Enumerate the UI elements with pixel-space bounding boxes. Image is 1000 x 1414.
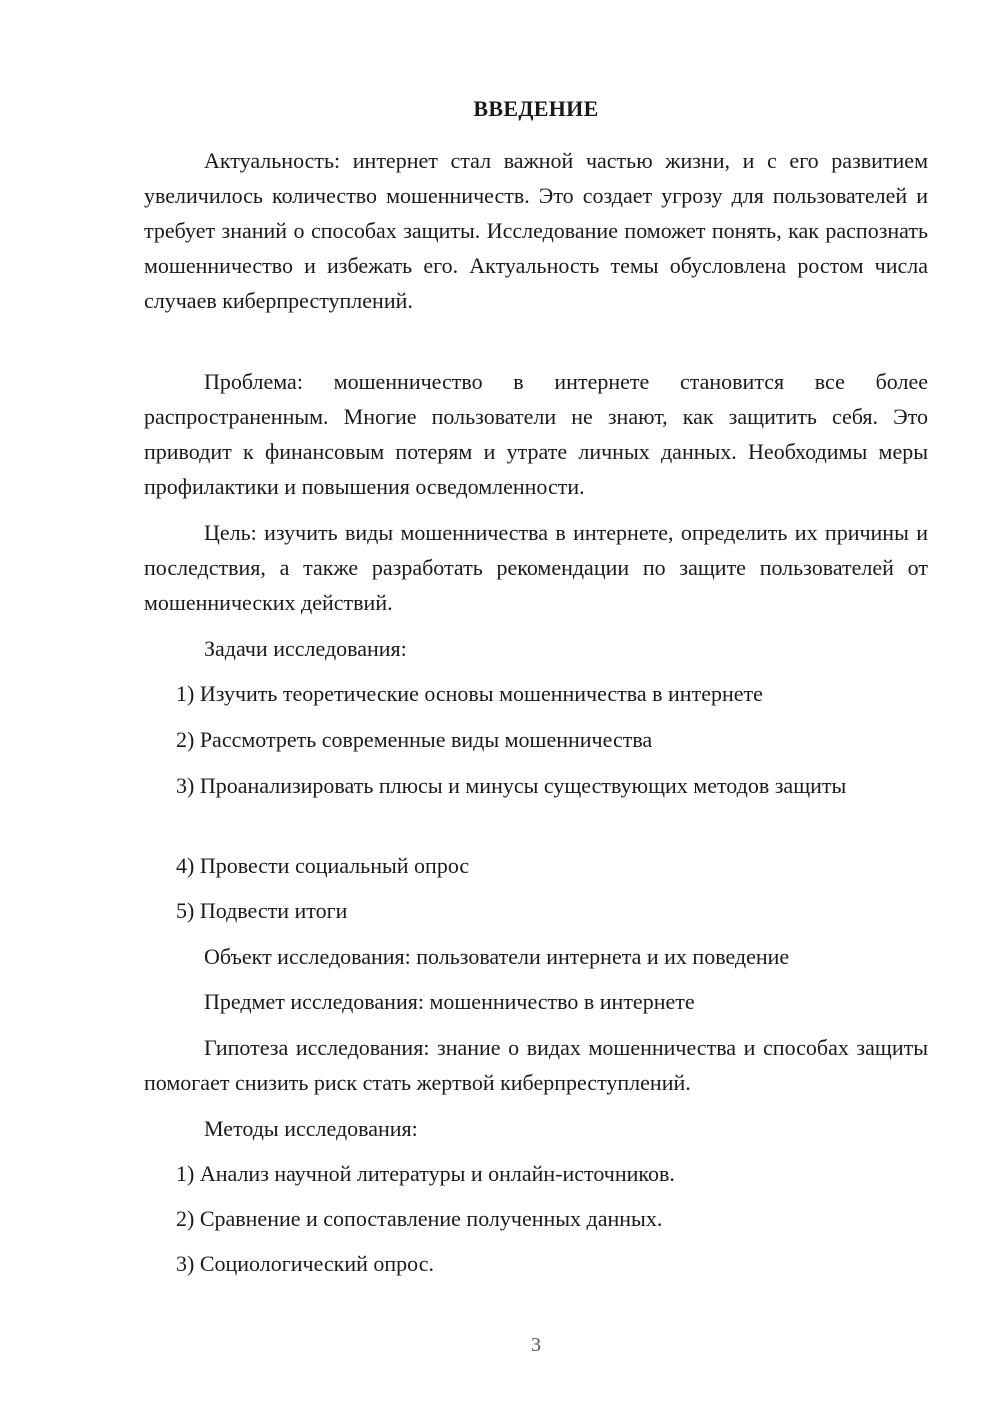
object-paragraph: Объект исследования: пользователи интернета и их поведение: [204, 944, 790, 969]
goal-paragraph: Цель: изучить виды мошенничества в интернете, определить их причины и последствия, а также разработать рекомендации по защите пользователей от мошеннических действий.: [144, 520, 928, 615]
tasks-heading: Задачи исследования:: [204, 636, 407, 661]
page-number: 3: [531, 1334, 541, 1356]
task-item-5: 5) Подвести итоги: [176, 898, 348, 923]
methods-heading: Методы исследования:: [204, 1116, 418, 1141]
method-item-3: 3) Социологический опрос.: [176, 1251, 434, 1276]
hypothesis-paragraph: Гипотеза исследования: знание о видах мошенничества и способах защиты помогает снизить риск стать жертвой киберпреступлений.: [144, 1035, 928, 1095]
page-title: ВВЕДЕНИЕ: [473, 96, 599, 121]
task-item-3: 3) Проанализировать плюсы и минусы существующих методов защиты: [176, 773, 847, 798]
method-item-1: 1) Анализ научной литературы и онлайн-источников.: [176, 1161, 675, 1186]
relevance-paragraph: Актуальность: интернет стал важной частью жизни, и с его развитием увеличилось количество мошенничеств. Это создает угрозу для пользователей и требует знаний о способах защиты. Исследование поможет понять, как распознать мошенничество и избежать его. Актуальность темы обусловлена ростом числа случаев киберпреступлений.: [144, 148, 928, 313]
problem-paragraph: Проблема: мошенничество в интернете становится все более распространенным. Многие пользователи не знают, как защитить себя. Это приводит к финансовым потерям и утрате личных данных. Необходимы меры профилактики и повышения осведомленности.: [144, 369, 928, 499]
subject-paragraph: Предмет исследования: мошенничество в интернете: [204, 989, 695, 1014]
task-item-1: 1) Изучить теоретические основы мошенничества в интернете: [176, 681, 763, 706]
task-item-2: 2) Рассмотреть современные виды мошенничества: [176, 727, 653, 752]
method-item-2: 2) Сравнение и сопоставление полученных данных.: [176, 1206, 663, 1231]
task-item-4: 4) Провести социальный опрос: [176, 853, 470, 878]
